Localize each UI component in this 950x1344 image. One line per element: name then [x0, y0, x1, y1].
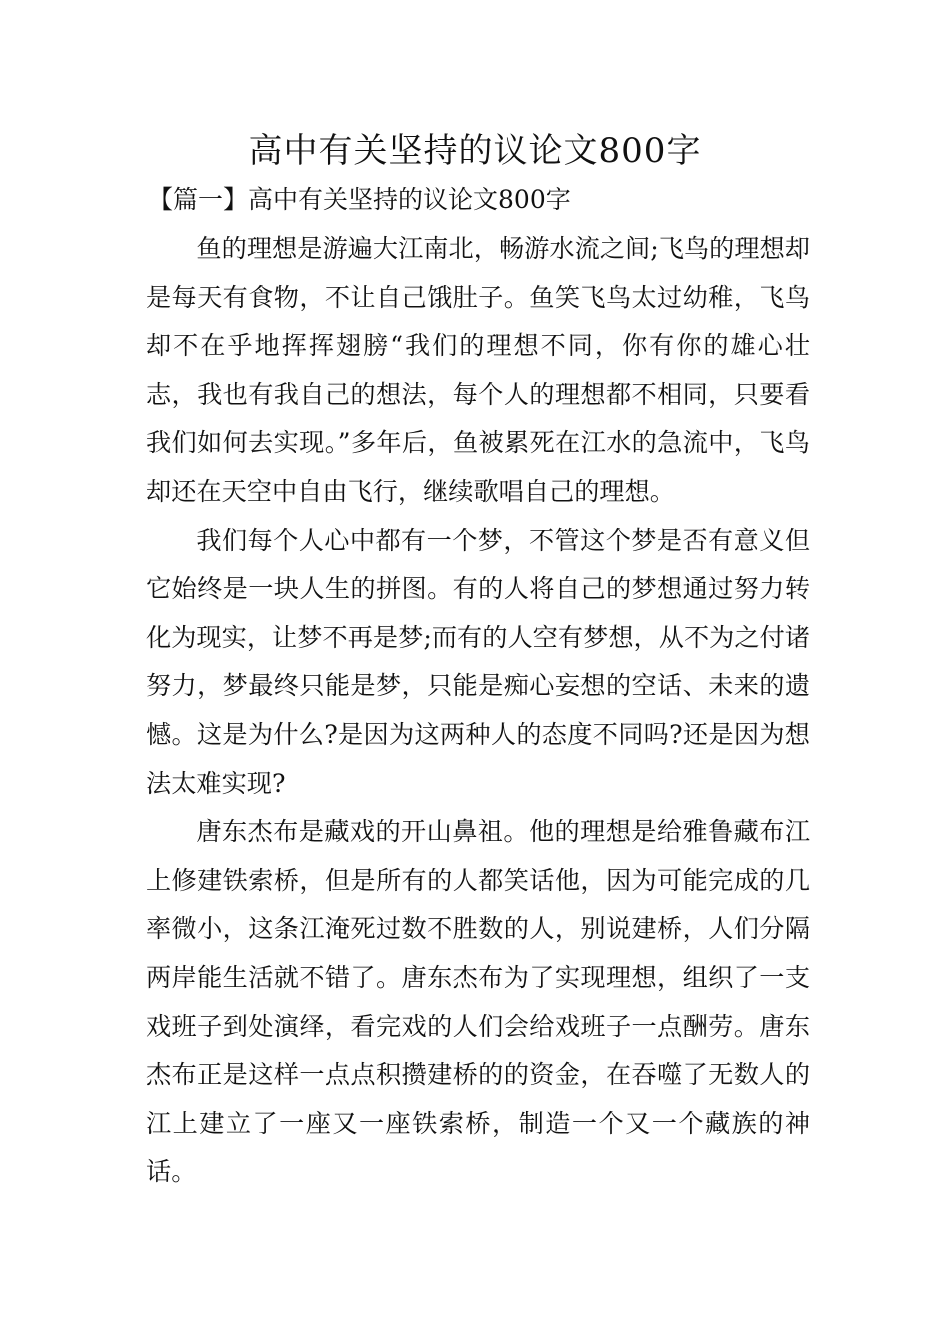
- paragraph: 唐东杰布是藏戏的开山鼻祖。他的理想是给雅鲁藏布江上修建铁索桥，但是所有的人都笑话他，因为可能完成的几率微小，这条江淹死过数不胜数的人，别说建桥，人们分隔两岸能生活就不错了。唐东杰布为了实现理想，组织了一支戏班子到处演绎，看完戏的人们会给戏班子一点酬劳。唐东杰布正是这样一点点积攒建桥的的资金，在吞噬了无数人的江上建立了一座又一座铁索桥，制造一个又一个藏族的神话。: [146, 817, 810, 1187]
- paragraph: 鱼的理想是游遍大江南北，畅游水流之间;飞鸟的理想却是每天有食物，不让自己饿肚子。鱼笑飞鸟太过幼稚，飞鸟却不在乎地挥挥翅膀“我们的理想不同，你有你的雄心壮志，我也有我自己的想法，每个人的理想都不相同，只要看我们如何去实现。”多年后，鱼被累死在江水的急流中，飞鸟却还在天空中自由飞行，继续歌唱自己的理想。: [146, 234, 810, 506]
- document-title: 高中有关坚持的议论文800字: [248, 131, 702, 171]
- section-heading: 【篇一】高中有关坚持的议论文800字: [148, 185, 571, 214]
- paragraph: 我们每个人心中都有一个梦，不管这个梦是否有意义但它始终是一块人生的拼图。有的人将自己的梦想通过努力转化为现实，让梦不再是梦;而有的人空有梦想，从不为之付诸努力，梦最终只能是梦，只能是痴心妄想的空话、未来的遗憾。这是为什么?是因为这两种人的态度不同吗?还是因为想法太难实现?: [146, 525, 810, 798]
- document-body: [146, 225, 810, 1197]
